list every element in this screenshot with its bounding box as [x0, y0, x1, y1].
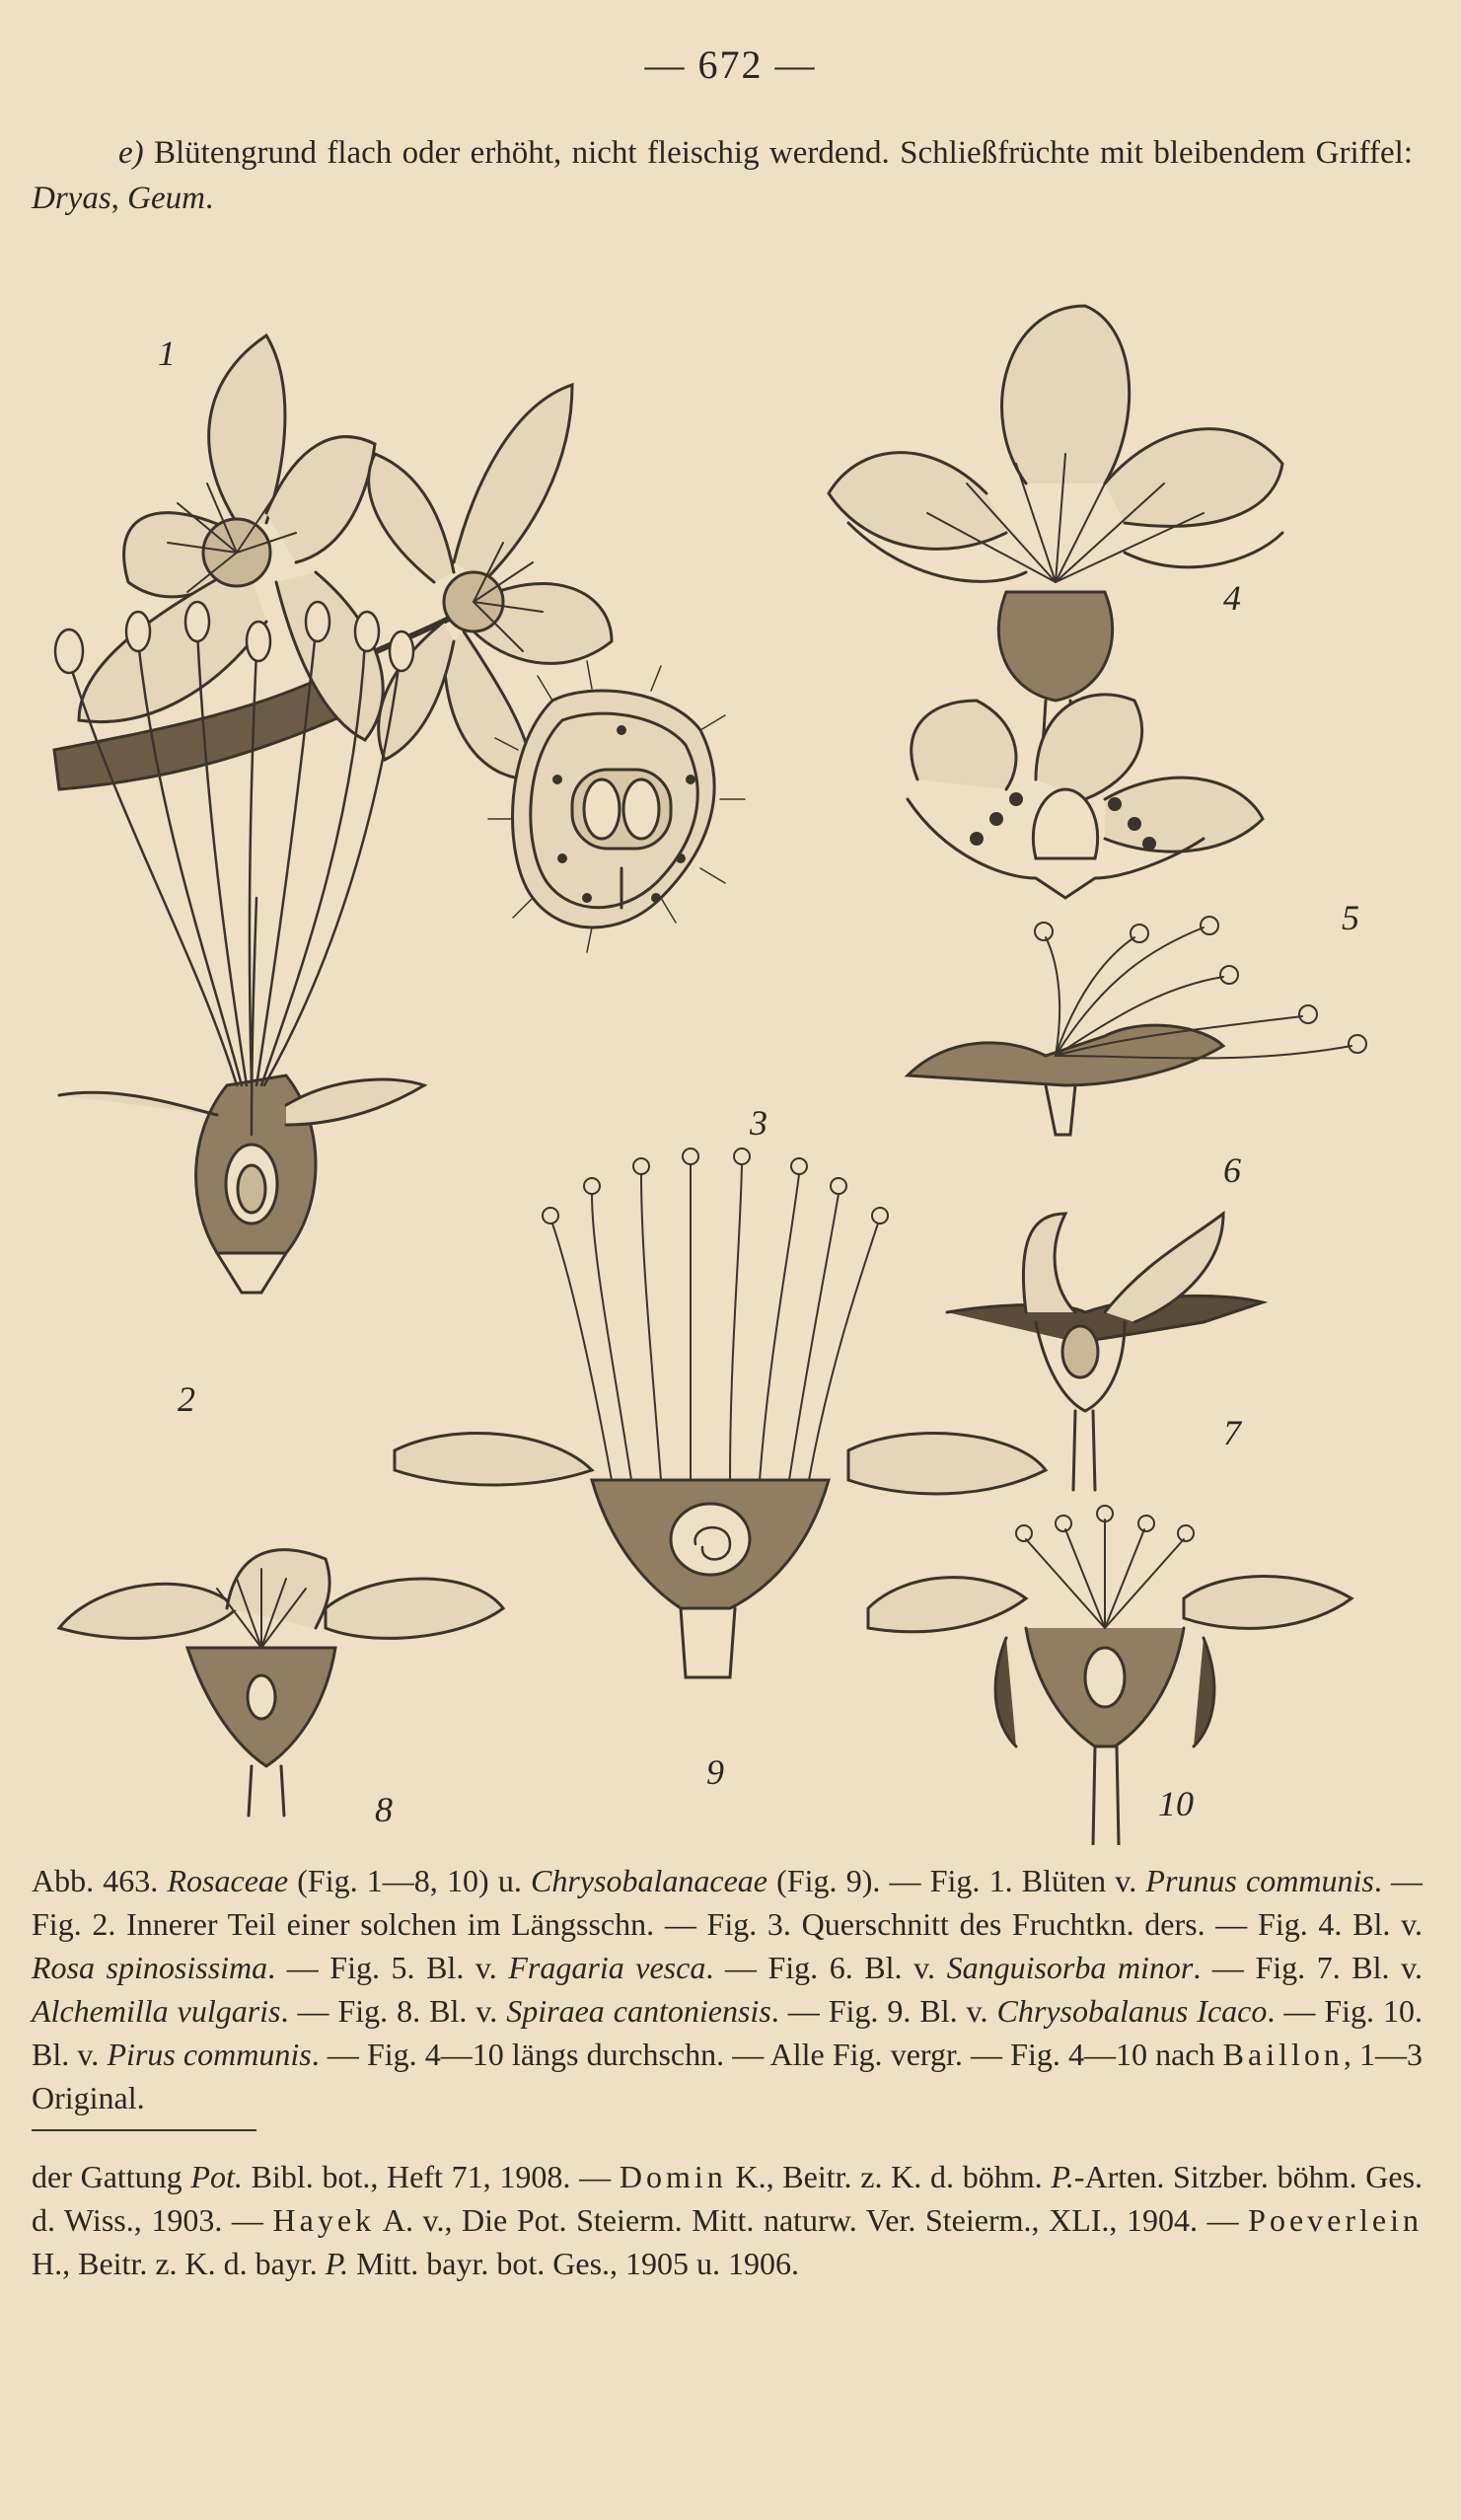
- footnote-rule: [32, 2129, 256, 2131]
- caption-taxon: Chrysobalanus Icaco: [996, 1993, 1268, 2029]
- figure-6-sanguisorba-section: [908, 917, 1366, 1135]
- figure-label-2: 2: [178, 1379, 195, 1419]
- intro-indent: [32, 135, 118, 171]
- caption-taxon: Alchemilla vulgaris: [32, 1993, 281, 2029]
- caption-taxon: Pirus communis: [107, 2037, 312, 2072]
- ref-part: der Gattung: [32, 2159, 191, 2194]
- figure-8-spiraea-section: [59, 1550, 503, 1816]
- caption-part: . — Fig. 9. Bl. v.: [770, 1993, 997, 2029]
- caption-taxon: Rosa spinosissima: [32, 1950, 268, 1985]
- intro-text: Blütengrund flach oder erhöht, nicht fleischig werdend. Schließfrüchte mit bleibendem Griffel:: [143, 135, 1413, 171]
- caption-taxon: Spiraea cantoniensis: [506, 1993, 771, 2029]
- caption-taxon: Sanguisorba minor: [946, 1950, 1194, 1985]
- ref-part: Bibl. bot., Heft 71, 1908. —: [242, 2159, 620, 2194]
- figure-label-1: 1: [158, 334, 176, 373]
- ref-author: Hayek: [272, 2202, 376, 2238]
- intro-genus-geum: Geum: [127, 181, 205, 216]
- figure-caption: [32, 1859, 1423, 2119]
- figure-label-4: 4: [1223, 578, 1241, 618]
- caption-author: Baillon: [1222, 2037, 1344, 2072]
- caption-part: . — Fig. 10. Bl. v.: [32, 1993, 1423, 2072]
- botanical-plate: [39, 266, 1421, 1845]
- footnote-references: [32, 2155, 1423, 2285]
- figure-label-9: 9: [706, 1752, 724, 1792]
- page-number: — 672 —: [644, 42, 817, 87]
- figure-1-prunus-blossoms: [54, 335, 612, 789]
- ref-part: K., Beitr. z. K. d. böhm.: [726, 2159, 1052, 2194]
- figure-label-7: 7: [1223, 1413, 1241, 1452]
- caption-part: . — Fig. 5. Bl. v.: [267, 1950, 509, 1985]
- caption-taxon: Prunus communis: [1145, 1863, 1374, 1898]
- figure-label-5: 5: [1342, 898, 1359, 937]
- ref-italic: P.: [1051, 2159, 1074, 2194]
- ref-part: -Arten. Sitzber. böhm. Ges. d. Wiss., 1903. —: [32, 2159, 1424, 2238]
- caption-part: . — Fig. 8. Bl. v.: [280, 1993, 507, 2029]
- figure-label-8: 8: [375, 1790, 393, 1829]
- ref-author: Poeverlein: [1248, 2202, 1424, 2238]
- caption-taxon: Fragaria vesca: [508, 1950, 706, 1985]
- intro-end: .: [204, 181, 214, 216]
- plate-drawing: [39, 266, 1421, 1845]
- intro-paragraph: [32, 130, 1413, 221]
- caption-part: . — Fig. 2. Innerer Teil einer solchen im Längsschn. — Fig. 3. Querschnitt des Fruchtkn. ders. — Fig. 4. Bl. v.: [32, 1863, 1424, 1942]
- intro-genus-dryas: Dryas: [32, 181, 111, 216]
- caption-part: , 1—3 Original.: [32, 2037, 1424, 2115]
- intro-prefix: e): [118, 135, 144, 171]
- figure-label-10: 10: [1158, 1784, 1194, 1823]
- caption-part: Abb. 463.: [32, 1863, 168, 1898]
- ref-italic: P.: [325, 2246, 349, 2281]
- figure-5-fragaria-section: [908, 695, 1263, 898]
- ref-author: Domin: [619, 2159, 727, 2194]
- figure-10-pirus-section: [868, 1506, 1351, 1845]
- figure-3-ovary-cross-section: [488, 661, 745, 952]
- caption-part: (Fig. 1—8, 10) u.: [288, 1863, 532, 1898]
- caption-taxon: Rosaceae: [167, 1863, 289, 1898]
- caption-part: . — Fig. 6. Bl. v.: [705, 1950, 947, 1985]
- ref-part: H., Beitr. z. K. d. bayr.: [32, 2246, 326, 2281]
- intro-separator: ,: [110, 181, 128, 216]
- figure-4-rosa-section: [829, 306, 1282, 779]
- caption-part: . — Fig. 4—10 längs durchschn. — Alle Fig. vergr. — Fig. 4—10 nach: [311, 2037, 1223, 2072]
- figure-label-3: 3: [750, 1103, 767, 1143]
- caption-part: (Fig. 9). — Fig. 1. Blüten v.: [767, 1863, 1146, 1898]
- ref-part: A. v., Die Pot. Steierm. Mitt. naturw. Ver. Steierm., XLI., 1904. —: [375, 2202, 1249, 2238]
- caption-taxon: Chrysobalanaceae: [531, 1863, 767, 1898]
- ref-part: Mitt. bayr. bot. Ges., 1905 u. 1906.: [348, 2246, 800, 2281]
- figure-label-6: 6: [1223, 1150, 1241, 1190]
- ref-italic: Pot.: [190, 2159, 243, 2194]
- caption-part: . — Fig. 7. Bl. v.: [1193, 1950, 1424, 1985]
